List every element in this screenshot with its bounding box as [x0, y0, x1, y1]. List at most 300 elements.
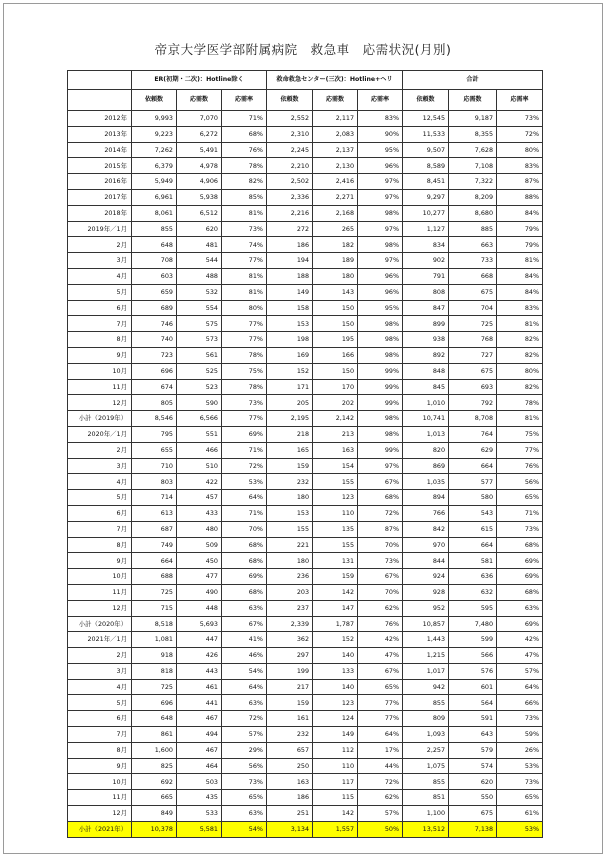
table-cell: 80%	[497, 142, 543, 158]
row-label: 2月	[68, 442, 132, 458]
table-cell: 165	[267, 442, 313, 458]
table-cell: 76%	[358, 616, 403, 632]
table-cell: 480	[177, 521, 222, 537]
table-cell: 131	[313, 553, 358, 569]
row-label: 4月	[68, 268, 132, 284]
table-cell: 938	[403, 332, 449, 348]
table-cell: 2,216	[267, 205, 313, 221]
table-cell: 844	[403, 553, 449, 569]
table-cell: 7,108	[449, 158, 497, 174]
row-label: 3月	[68, 458, 132, 474]
table-cell: 494	[177, 727, 222, 743]
table-cell: 2,257	[403, 742, 449, 758]
table-cell: 1,017	[403, 663, 449, 679]
table-cell: 457	[177, 490, 222, 506]
table-cell: 95%	[358, 142, 403, 158]
table-cell: 448	[177, 600, 222, 616]
table-cell: 2,168	[313, 205, 358, 221]
table-cell: 98%	[358, 205, 403, 221]
table-cell: 2,336	[267, 189, 313, 205]
row-label: 9月	[68, 553, 132, 569]
table-cell: 6,961	[132, 189, 177, 205]
table-cell: 57%	[497, 663, 543, 679]
table-cell: 426	[177, 648, 222, 664]
table-row	[68, 632, 543, 648]
table-cell: 574	[449, 758, 497, 774]
table-cell: 63%	[222, 695, 267, 711]
table-cell: 78%	[497, 395, 543, 411]
table-cell: 26%	[497, 742, 543, 758]
table-cell: 199	[267, 663, 313, 679]
table-cell: 2,142	[313, 411, 358, 427]
table-cell: 561	[177, 347, 222, 363]
table-cell: 180	[267, 490, 313, 506]
table-cell: 2,083	[313, 126, 358, 142]
table-cell: 725	[132, 679, 177, 695]
table-cell: 8,708	[449, 411, 497, 427]
table-cell: 78%	[222, 347, 267, 363]
table-cell: 81%	[497, 253, 543, 269]
table-cell: 88%	[497, 189, 543, 205]
table-cell: 68%	[222, 126, 267, 142]
table-cell: 71%	[497, 505, 543, 521]
table-cell: 63%	[497, 600, 543, 616]
table-cell: 217	[267, 679, 313, 695]
table-cell: 78%	[222, 158, 267, 174]
table-cell: 66%	[497, 695, 543, 711]
row-label: 2020年／1月	[68, 426, 132, 442]
table-cell: 98%	[358, 332, 403, 348]
table-cell: 143	[313, 284, 358, 300]
row-label: 4月	[68, 474, 132, 490]
table-cell: 1,215	[403, 648, 449, 664]
table-cell: 68%	[358, 490, 403, 506]
table-cell: 433	[177, 505, 222, 521]
table-cell: 47%	[497, 648, 543, 664]
row-label: 6月	[68, 711, 132, 727]
table-cell: 845	[403, 379, 449, 395]
table-cell: 550	[449, 790, 497, 806]
table-cell: 83%	[358, 111, 403, 127]
table-cell: 98%	[358, 411, 403, 427]
table-cell: 692	[132, 774, 177, 790]
table-cell: 50%	[358, 821, 403, 837]
table-row	[68, 742, 543, 758]
table-cell: 73%	[497, 774, 543, 790]
table-cell: 422	[177, 474, 222, 490]
table-cell: 84%	[497, 268, 543, 284]
table-cell: 7,628	[449, 142, 497, 158]
table-cell: 99%	[358, 379, 403, 395]
table-cell: 78%	[222, 379, 267, 395]
table-cell: 466	[177, 442, 222, 458]
table-cell: 84%	[497, 284, 543, 300]
table-cell: 544	[177, 253, 222, 269]
table-cell: 664	[449, 458, 497, 474]
table-cell: 818	[132, 663, 177, 679]
table-cell: 77%	[358, 695, 403, 711]
table-cell: 899	[403, 316, 449, 332]
row-label: 11月	[68, 379, 132, 395]
table-cell: 894	[403, 490, 449, 506]
table-cell: 477	[177, 569, 222, 585]
table-cell: 147	[313, 600, 358, 616]
table-cell: 68%	[222, 584, 267, 600]
table-cell: 188	[267, 268, 313, 284]
row-label: 7月	[68, 727, 132, 743]
table-cell: 87%	[497, 174, 543, 190]
table-cell: 2,310	[267, 126, 313, 142]
table-cell: 847	[403, 300, 449, 316]
row-label: 8月	[68, 537, 132, 553]
table-row	[68, 727, 543, 743]
table-cell: 80%	[222, 300, 267, 316]
table-cell: 195	[313, 332, 358, 348]
table-cell: 82%	[222, 174, 267, 190]
sub-header-row	[68, 90, 543, 111]
table-cell: 83%	[497, 158, 543, 174]
table-row	[68, 711, 543, 727]
table-cell: 7,480	[449, 616, 497, 632]
table-cell: 218	[267, 426, 313, 442]
row-label: 12月	[68, 395, 132, 411]
table-cell: 74%	[222, 237, 267, 253]
table-cell: 79%	[497, 221, 543, 237]
table-cell: 63%	[222, 806, 267, 822]
table-cell: 664	[449, 537, 497, 553]
row-label: 7月	[68, 521, 132, 537]
table-cell: 523	[177, 379, 222, 395]
row-label: 12月	[68, 600, 132, 616]
table-cell: 155	[313, 537, 358, 553]
table-cell: 98%	[358, 237, 403, 253]
table-cell: 740	[132, 332, 177, 348]
table-cell: 44%	[358, 758, 403, 774]
table-cell: 4,978	[177, 158, 222, 174]
row-label: 8月	[68, 332, 132, 348]
table-cell: 13,512	[403, 821, 449, 837]
table-cell: 98%	[358, 316, 403, 332]
table-cell: 69%	[497, 569, 543, 585]
table-cell: 251	[267, 806, 313, 822]
table-cell: 970	[403, 537, 449, 553]
table-cell: 834	[403, 237, 449, 253]
table-cell: 591	[449, 711, 497, 727]
table-cell: 766	[403, 505, 449, 521]
table-cell: 5,491	[177, 142, 222, 158]
table-cell: 98%	[358, 347, 403, 363]
table-cell: 1,013	[403, 426, 449, 442]
table-cell: 81%	[222, 205, 267, 221]
table-cell: 688	[132, 569, 177, 585]
table-cell: 2,416	[313, 174, 358, 190]
table-cell: 675	[449, 284, 497, 300]
table-cell: 503	[177, 774, 222, 790]
table-cell: 674	[132, 379, 177, 395]
table-cell: 1,557	[313, 821, 358, 837]
table-cell: 161	[267, 711, 313, 727]
table-cell: 110	[313, 758, 358, 774]
table-cell: 163	[313, 442, 358, 458]
table-cell: 3,134	[267, 821, 313, 837]
sub-header-requests: 依頼数	[267, 90, 313, 111]
table-cell: 5,938	[177, 189, 222, 205]
table-cell: 59%	[497, 727, 543, 743]
row-label: 2019年／1月	[68, 221, 132, 237]
table-cell: 236	[267, 569, 313, 585]
sub-header-requests: 依頼数	[403, 90, 449, 111]
row-label: 12月	[68, 806, 132, 822]
table-cell: 2,502	[267, 174, 313, 190]
table-cell: 68%	[222, 537, 267, 553]
table-cell: 72%	[358, 774, 403, 790]
table-cell: 71%	[222, 111, 267, 127]
row-label: 9月	[68, 347, 132, 363]
table-cell: 53%	[497, 758, 543, 774]
row-label: 5月	[68, 284, 132, 300]
table-cell: 72%	[358, 505, 403, 521]
table-cell: 10,857	[403, 616, 449, 632]
row-label: 2012年	[68, 111, 132, 127]
table-cell: 918	[132, 648, 177, 664]
table-cell: 98%	[358, 426, 403, 442]
table-cell: 1,093	[403, 727, 449, 743]
table-cell: 155	[313, 474, 358, 490]
table-cell: 509	[177, 537, 222, 553]
table-row	[68, 616, 543, 632]
table-cell: 110	[313, 505, 358, 521]
table-cell: 855	[403, 774, 449, 790]
table-cell: 710	[132, 458, 177, 474]
table-cell: 848	[403, 363, 449, 379]
table-cell: 664	[132, 553, 177, 569]
table-cell: 733	[449, 253, 497, 269]
table-cell: 10,741	[403, 411, 449, 427]
table-row	[68, 490, 543, 506]
table-cell: 47%	[358, 648, 403, 664]
sub-header-rate: 応需率	[222, 90, 267, 111]
table-cell: 73%	[497, 111, 543, 127]
table-cell: 67%	[358, 663, 403, 679]
table-cell: 194	[267, 253, 313, 269]
table-cell: 746	[132, 316, 177, 332]
table-cell: 580	[449, 490, 497, 506]
table-cell: 657	[267, 742, 313, 758]
table-cell: 272	[267, 221, 313, 237]
row-label: 8月	[68, 742, 132, 758]
table-cell: 250	[267, 758, 313, 774]
table-cell: 170	[313, 379, 358, 395]
table-cell: 464	[177, 758, 222, 774]
table-row	[68, 189, 543, 205]
table-cell: 725	[449, 316, 497, 332]
table-cell: 2,339	[267, 616, 313, 632]
table-cell: 85%	[222, 189, 267, 205]
table-row	[68, 237, 543, 253]
table-cell: 140	[313, 679, 358, 695]
table-cell: 61%	[497, 806, 543, 822]
table-cell: 9,993	[132, 111, 177, 127]
table-cell: 65%	[222, 790, 267, 806]
table-cell: 67%	[358, 474, 403, 490]
table-cell: 842	[403, 521, 449, 537]
table-cell: 205	[267, 395, 313, 411]
table-row	[68, 758, 543, 774]
table-cell: 70%	[358, 537, 403, 553]
table-cell: 573	[177, 332, 222, 348]
table-cell: 186	[267, 790, 313, 806]
table-cell: 1,075	[403, 758, 449, 774]
table-cell: 928	[403, 584, 449, 600]
table-cell: 668	[449, 268, 497, 284]
table-row	[68, 442, 543, 458]
table-cell: 82%	[497, 332, 543, 348]
table-cell: 696	[132, 695, 177, 711]
table-cell: 265	[313, 221, 358, 237]
table-cell: 952	[403, 600, 449, 616]
table-cell: 75%	[497, 426, 543, 442]
table-cell: 159	[267, 458, 313, 474]
table-cell: 603	[132, 268, 177, 284]
table-row	[68, 363, 543, 379]
table-cell: 73%	[222, 221, 267, 237]
table-cell: 481	[177, 237, 222, 253]
table-cell: 73%	[358, 553, 403, 569]
table-cell: 62%	[358, 790, 403, 806]
table-cell: 75%	[222, 363, 267, 379]
table-cell: 708	[132, 253, 177, 269]
table-row	[68, 395, 543, 411]
table-cell: 90%	[358, 126, 403, 142]
sub-header-rate: 応需率	[358, 90, 403, 111]
sub-header-accepted: 応需数	[177, 90, 222, 111]
table-cell: 6,566	[177, 411, 222, 427]
row-label: 6月	[68, 505, 132, 521]
row-label: 11月	[68, 584, 132, 600]
table-cell: 551	[177, 426, 222, 442]
table-cell: 77%	[497, 442, 543, 458]
table-cell: 9,187	[449, 111, 497, 127]
row-label: 2015年	[68, 158, 132, 174]
table-cell: 83%	[497, 300, 543, 316]
sub-header-accepted: 応需数	[449, 90, 497, 111]
table-cell: 62%	[358, 600, 403, 616]
table-cell: 297	[267, 648, 313, 664]
table-row	[68, 474, 543, 490]
table-cell: 56%	[497, 474, 543, 490]
table-cell: 8,518	[132, 616, 177, 632]
table-cell: 64%	[358, 727, 403, 743]
table-cell: 1,035	[403, 474, 449, 490]
table-cell: 1,443	[403, 632, 449, 648]
table-cell: 150	[313, 316, 358, 332]
table-cell: 1,100	[403, 806, 449, 822]
table-cell: 655	[132, 442, 177, 458]
table-cell: 77%	[222, 253, 267, 269]
table-row	[68, 379, 543, 395]
table-cell: 855	[132, 221, 177, 237]
table-cell: 142	[313, 584, 358, 600]
table-cell: 792	[449, 395, 497, 411]
table-cell: 72%	[497, 126, 543, 142]
table-cell: 749	[132, 537, 177, 553]
table-cell: 601	[449, 679, 497, 695]
row-label: 9月	[68, 758, 132, 774]
table-cell: 6,512	[177, 205, 222, 221]
page-title: 帝京大学医学部附属病院 救急車 応需状況(月別)	[154, 42, 452, 57]
table-cell: 96%	[358, 268, 403, 284]
table-cell: 154	[313, 458, 358, 474]
table-cell: 532	[177, 284, 222, 300]
table-cell: 942	[403, 679, 449, 695]
table-cell: 2,210	[267, 158, 313, 174]
table-cell: 4,906	[177, 174, 222, 190]
table-cell: 56%	[222, 758, 267, 774]
table-cell: 46%	[222, 648, 267, 664]
table-cell: 704	[449, 300, 497, 316]
table-cell: 152	[313, 632, 358, 648]
table-cell: 163	[267, 774, 313, 790]
table-cell: 81%	[497, 316, 543, 332]
table-row	[68, 332, 543, 348]
table-cell: 2,117	[313, 111, 358, 127]
table-row	[68, 774, 543, 790]
table-cell: 115	[313, 790, 358, 806]
table-cell: 696	[132, 363, 177, 379]
table-cell: 76%	[497, 458, 543, 474]
table-cell: 643	[449, 727, 497, 743]
table-cell: 171	[267, 379, 313, 395]
table-row	[68, 695, 543, 711]
table-cell: 80%	[497, 363, 543, 379]
table-cell: 97%	[358, 458, 403, 474]
table-row	[68, 600, 543, 616]
table-cell: 64%	[222, 679, 267, 695]
table-cell: 87%	[358, 521, 403, 537]
table-cell: 71%	[222, 505, 267, 521]
table-cell: 6,272	[177, 126, 222, 142]
row-label: 10月	[68, 363, 132, 379]
table-cell: 7,070	[177, 111, 222, 127]
table-cell: 2,552	[267, 111, 313, 127]
table-cell: 599	[449, 632, 497, 648]
table-cell: 577	[449, 474, 497, 490]
table-cell: 150	[313, 363, 358, 379]
table-cell: 97%	[358, 221, 403, 237]
table-cell: 149	[313, 727, 358, 743]
row-label: 2014年	[68, 142, 132, 158]
row-label: 5月	[68, 695, 132, 711]
table-cell: 68%	[497, 537, 543, 553]
table-cell: 123	[313, 490, 358, 506]
table-cell: 182	[313, 237, 358, 253]
table-cell: 213	[313, 426, 358, 442]
table-row	[68, 505, 543, 521]
row-label: 小計（2021年）	[68, 821, 132, 837]
row-label: 小計（2020年）	[68, 616, 132, 632]
table-body	[68, 71, 543, 838]
table-cell: 57%	[222, 727, 267, 743]
table-cell: 9,223	[132, 126, 177, 142]
table-cell: 166	[313, 347, 358, 363]
table-cell: 924	[403, 569, 449, 585]
row-label: 10月	[68, 569, 132, 585]
table-cell: 186	[267, 237, 313, 253]
table-cell: 1,127	[403, 221, 449, 237]
table-cell: 72%	[222, 711, 267, 727]
table-cell: 158	[267, 300, 313, 316]
table-cell: 41%	[222, 632, 267, 648]
